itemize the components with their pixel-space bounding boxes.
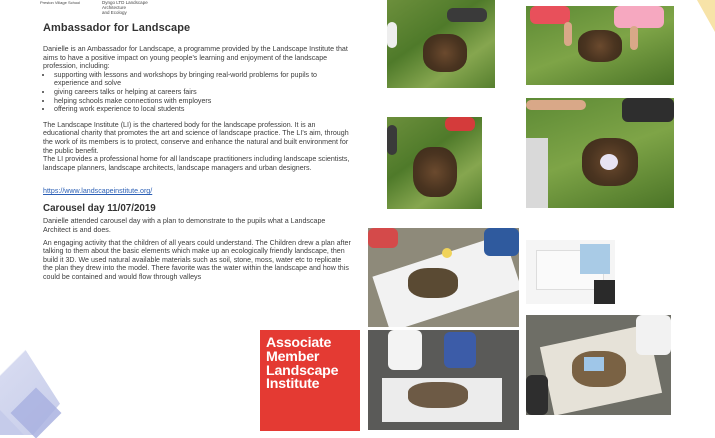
bullet-item: • supporting with lessons and workshops by bringing real-world problems for pupils to experience and solve [53, 71, 353, 88]
li-home: The LI provides a professional home for all landscape practitioners including landscape scientists, landscape planners, landscape architects, landscape managers and urban designers. [43, 155, 350, 172]
badge-line: Landscape [266, 362, 339, 379]
li-website-link[interactable]: https://www.landscapeinstitute.org/ [43, 187, 153, 196]
bullet-item: • offering work experience to local students [53, 105, 353, 114]
badge-line: Member [266, 348, 320, 365]
associate-member-badge [260, 330, 360, 431]
partner-name [102, 0, 172, 16]
ambassador-intro: Danielle is an Ambassador for Landscape, a programme provided by the Landscape Institute that aims to have a positive impact on young people's learning and enjoyment of the landscape profession, including: [43, 45, 348, 71]
partner-line: Architecture [102, 5, 127, 11]
carousel-description: An engaging activity that the children of all years could understand. The Children drew a plan after talking to them about the basic elements which make up an ecologically friendly landscape, then build it 3D. We used natural available materials such as soil, stone, moss, water etc to replicate the plan they drew into the model. There favorite was the water within the landscape and how this could be contained and would flow through valleys [43, 238, 351, 281]
ambassador-bullets [43, 71, 353, 114]
photo-model-grass-1 [387, 0, 495, 88]
corner-decoration [697, 0, 715, 32]
photo-drawing-plan [526, 240, 615, 304]
ambassador-heading: Ambassador for Landscape [43, 22, 191, 34]
carousel-heading: Carousel day 11/07/2019 [43, 203, 156, 215]
photo-table-activity-3 [526, 315, 671, 415]
photo-table-activity-1 [368, 228, 519, 327]
partner-line: Dyngo LTD Landscape [102, 0, 148, 5]
school-name: Preston Village School [40, 0, 81, 5]
badge-line: Associate [266, 335, 332, 351]
photo-model-grass-4 [526, 98, 674, 208]
photo-model-grass-3 [387, 117, 482, 209]
partner-line: and Ecology [102, 10, 127, 16]
carousel-intro: Danielle attended carousel day with a plan to demonstrate to the pupils what a Landscape Architect is and does. [43, 217, 326, 234]
bullet-item: • helping schools make connections with employers [53, 97, 353, 106]
bullet-item: • giving careers talks or helping at careers fairs [53, 88, 353, 97]
photo-table-activity-2 [368, 330, 519, 430]
photo-model-grass-2 [526, 6, 674, 85]
header-strip [40, 0, 180, 18]
badge-line: Institute [266, 376, 320, 393]
text-column [43, 22, 353, 281]
li-description: The Landscape Institute (LI) is the chartered body for the landscape profession. It is an educational charity that promotes the art and science of landscape practice. The LI's aim, through the work of its members is to protect, conserve and enhance the natural and built environment for the public benefit. [43, 120, 349, 155]
